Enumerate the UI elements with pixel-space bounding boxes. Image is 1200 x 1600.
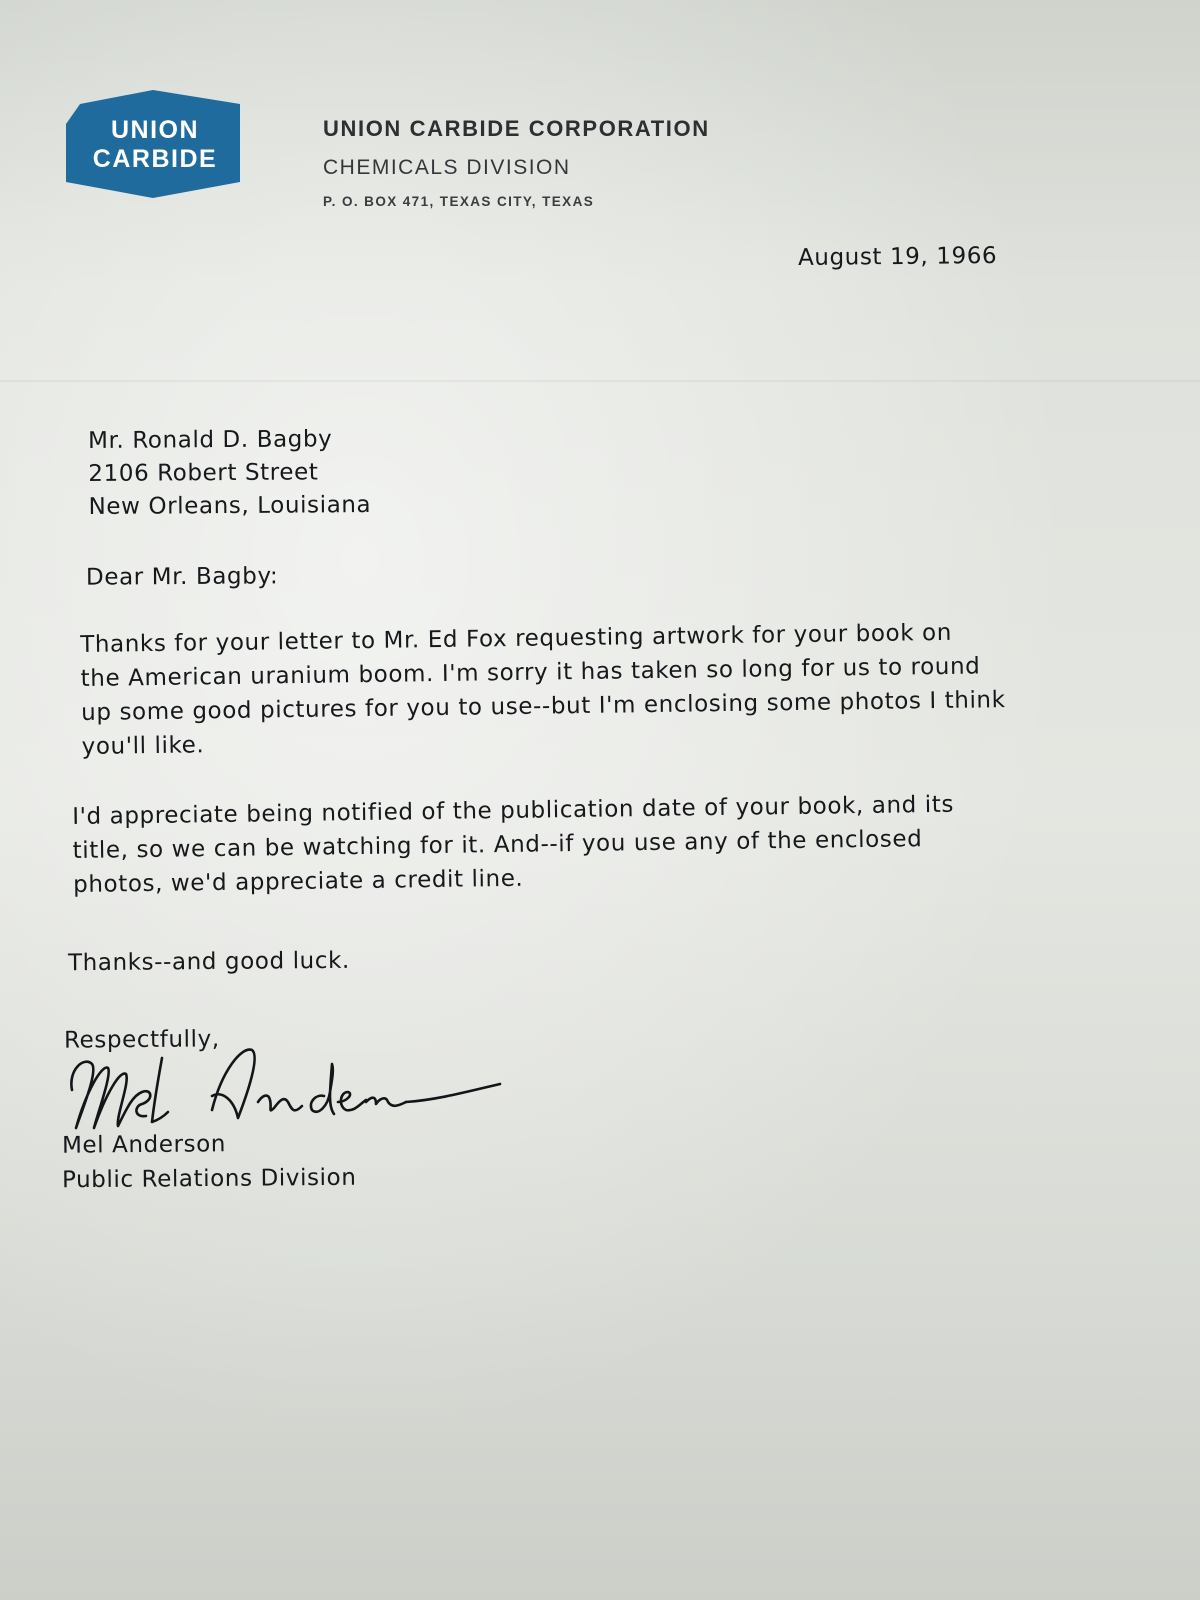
logo-hexagon-icon	[58, 88, 248, 200]
signoff: Respectfully,	[63, 1026, 220, 1054]
recipient-city: New Orleans, Louisiana	[88, 492, 372, 520]
paper-fold	[0, 380, 1200, 382]
closing-line: Thanks--and good luck.	[67, 947, 350, 977]
company-name: UNION CARBIDE CORPORATION	[323, 116, 710, 141]
recipient-address	[88, 423, 371, 524]
logo-text-line1: UNION	[110, 116, 200, 144]
body-paragraph-2	[72, 786, 1063, 902]
paragraph-line: Thanks for your letter to Mr. Ed Fox requesting artwork for your book on	[80, 619, 953, 658]
salutation: Dear Mr. Bagby:	[85, 563, 279, 591]
company-address: P. O. BOX 471, TEXAS CITY, TEXAS	[323, 194, 595, 209]
paragraph-line: I'd appreciate being notified of the publication date of your book, and its	[72, 791, 955, 830]
paragraph-line: you'll like.	[81, 732, 205, 760]
paragraph-line: title, so we can be watching for it. And--if you use any of the enclosed	[72, 826, 923, 864]
paragraph-line: the American uranium boom. I'm sorry it has taken so long for us to round	[80, 653, 981, 692]
signer-title: Public Relations Division	[61, 1164, 357, 1194]
union-carbide-logo	[58, 88, 248, 200]
signer-name: Mel Anderson	[61, 1131, 227, 1159]
letter-date: August 19, 1966	[797, 242, 998, 272]
letterhead	[323, 116, 710, 209]
recipient-street: 2106 Robert Street	[88, 459, 319, 487]
body-paragraph-1	[80, 614, 1072, 764]
paragraph-line: photos, we'd appreciate a credit line.	[73, 865, 524, 898]
recipient-name: Mr. Ronald D. Bagby	[88, 426, 333, 454]
paragraph-line: up some good pictures for you to use--but I'm enclosing some photos I think	[81, 687, 1006, 726]
division-name: CHEMICALS DIVISION	[323, 156, 571, 179]
logo-text-line2: CARBIDE	[92, 145, 218, 173]
